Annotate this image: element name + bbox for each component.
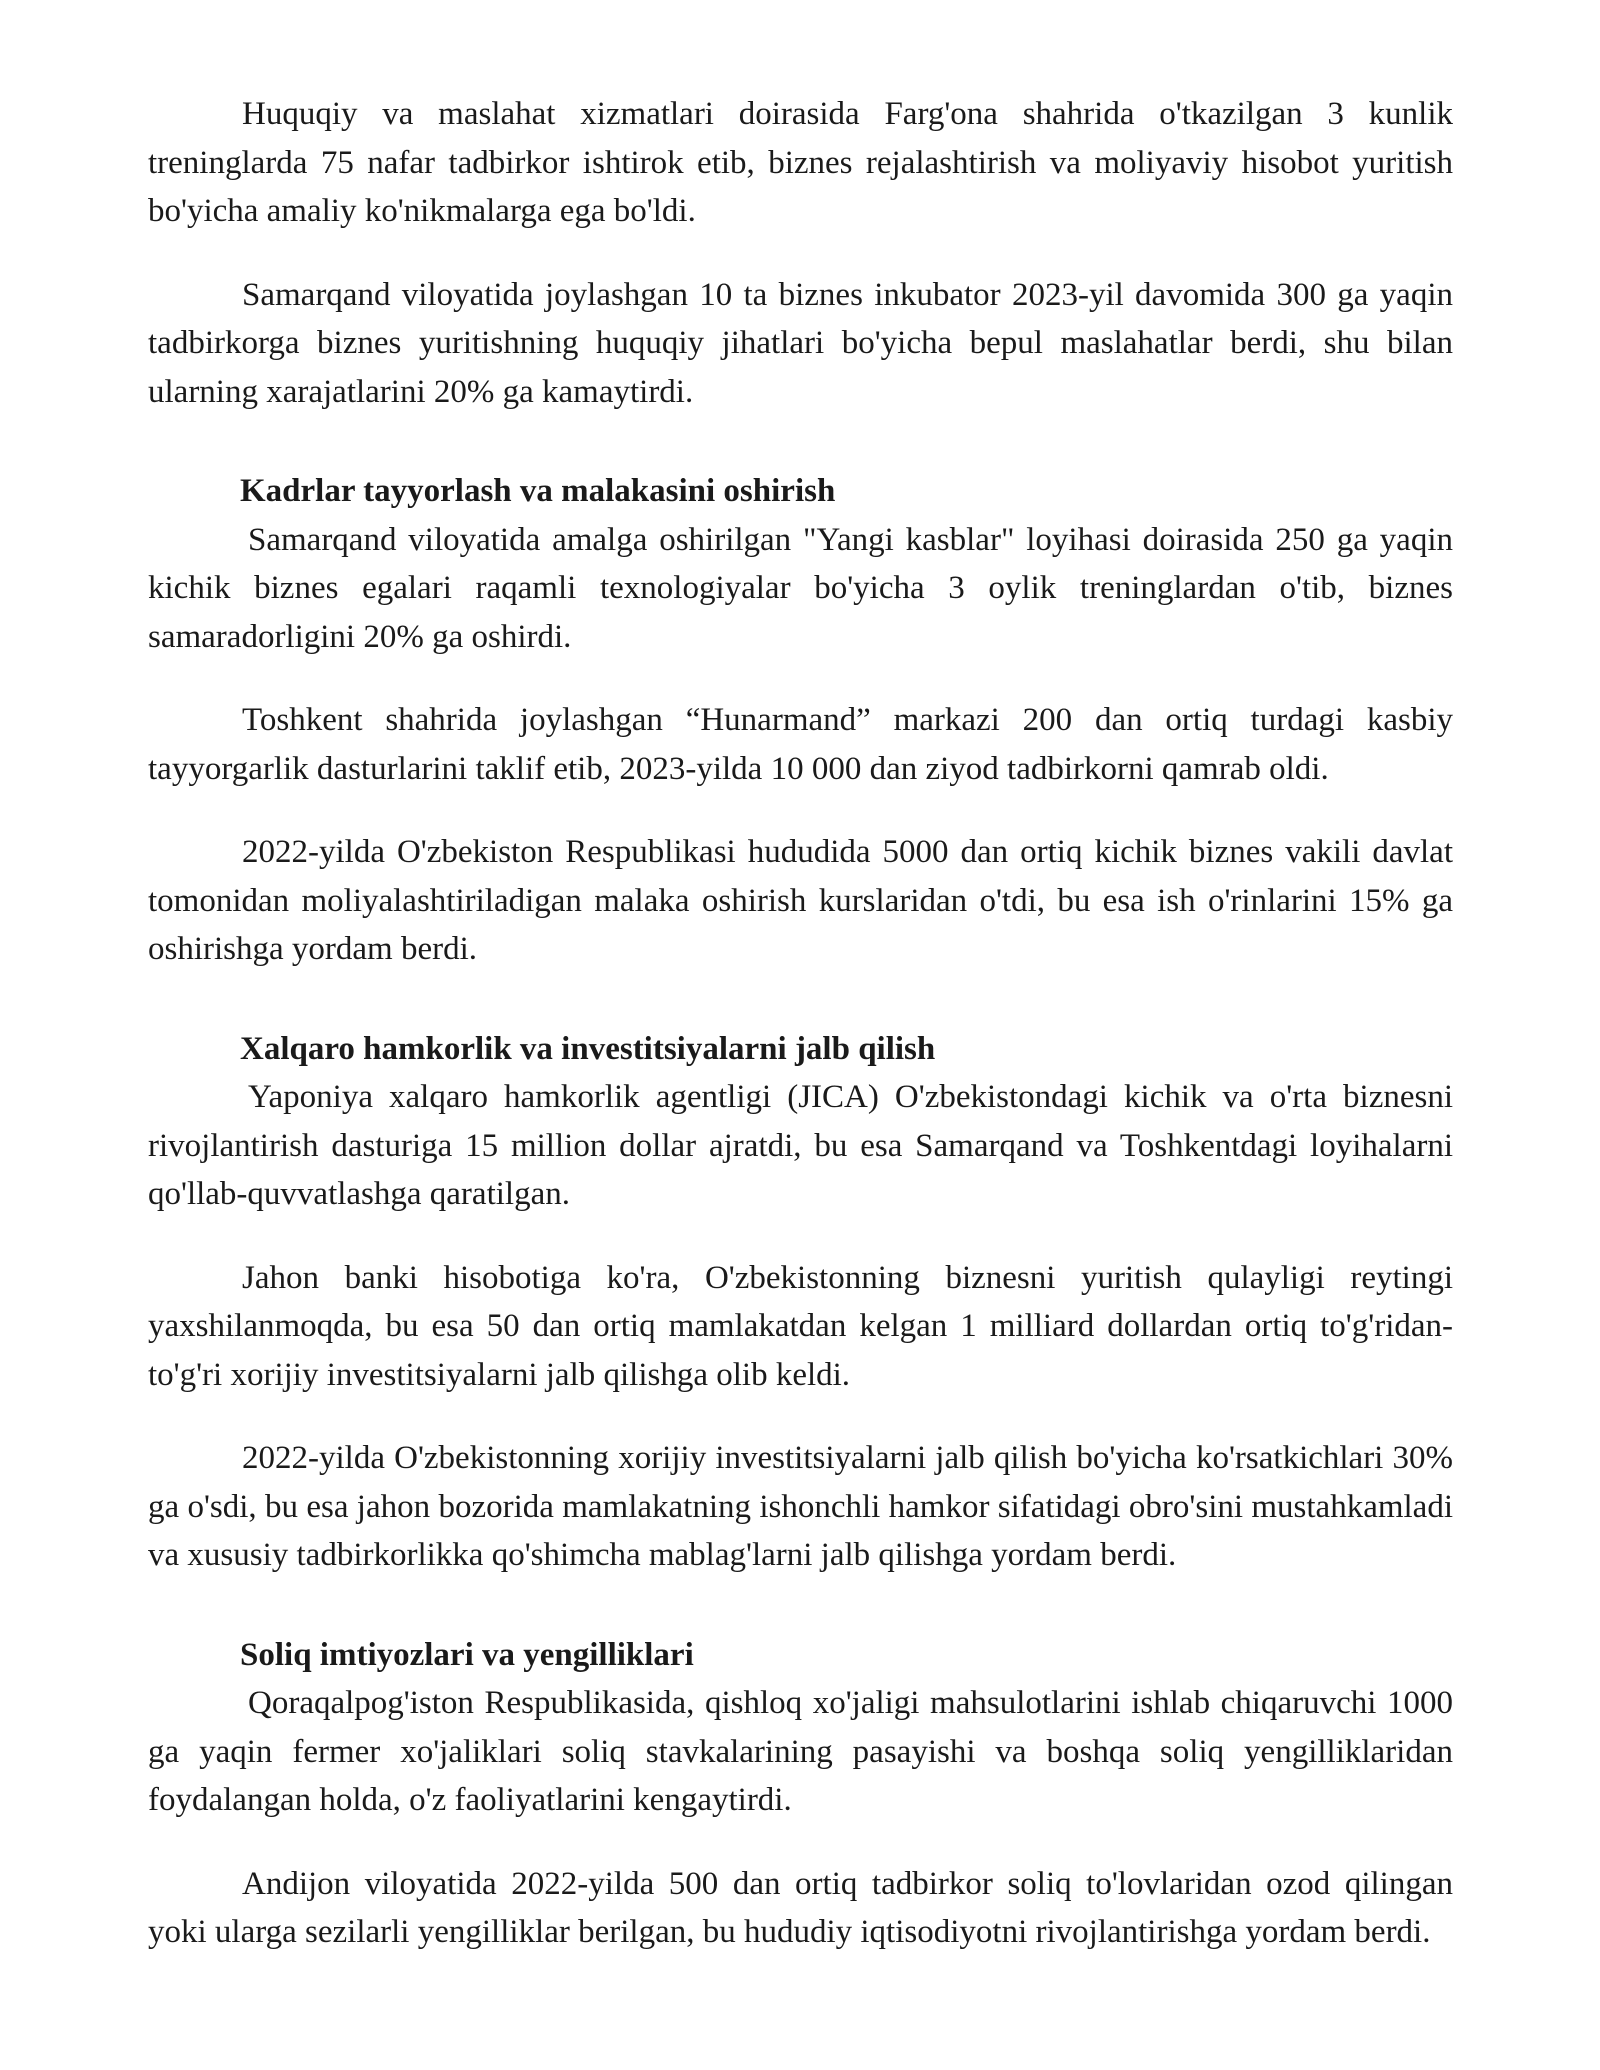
heading-international-cooperation: Xalqaro hamkorlik va investitsiyalarni jalb qilish xyxy=(240,1030,936,1067)
paragraph-foreign-investment: 2022-yilda O'zbekistonning xorijiy investitsiyalarni jalb qilish bo'yicha ko'rsatkichlari 30% ga o'sdi, bu esa jahon bozorida mamlakatning ishonchli hamkor sifatidagi obro'sini mustahkamladi va xususiy tadbirkorlikka qo'shimcha mablag'larni jalb qilishga yordam berdi. xyxy=(148,1440,1453,1573)
paragraph-new-professions: Samarqand viloyatida amalga oshirilgan "Yangi kasblar" loyihasi doirasida 250 ga yaqin kichik biznes egalari raqamli texnologiyalar bo'yicha 3 oylik treninglardan o'tib, biznes samaradorligini 20% ga oshirdi. xyxy=(148,521,1453,655)
section-gap xyxy=(148,1615,1453,1631)
section-gap xyxy=(148,1009,1453,1025)
paragraph-qualification-courses: 2022-yilda O'zbekiston Respublikasi hududida 5000 dan ortiq kichik biznes vakili davlat tomonidan moliyalashtiriladigan malaka oshirish kurslaridan o'tdi, bu esa ish o'rinlarini 15% ga oshirishga yordam berdi. xyxy=(148,834,1453,967)
paragraph-andijan-exemptions: Andijon viloyatida 2022-yilda 500 dan ortiq tadbirkor soliq to'lovlaridan ozod qilingan yoki ularga sezilarli yengilliklar berilgan, bu hududiy iqtisodiyotni rivojlantirishga yordam berdi. xyxy=(148,1865,1453,1950)
paragraph-world-bank: Jahon banki hisobotiga ko'ra, O'zbekistonning biznesni yuritish qulayligi reytingi yaxshilanmoqda, bu esa 50 dan ortiq mamlakatdan kelgan 1 milliard dollardan ortiq to'g'ridan-to'g'ri xorijiy investitsiyalarni jalb qilishga olib keldi. xyxy=(148,1259,1453,1393)
heading-staff-training: Kadrlar tayyorlash va malakasini oshirish xyxy=(240,473,836,509)
section-gap xyxy=(148,451,1453,467)
heading-tax-benefits: Soliq imtiyozlari va yengilliklari xyxy=(240,1636,694,1673)
paragraph-business-incubators: Samarqand viloyatida joylashgan 10 ta biznes inkubator 2023-yil davomida 300 ga yaqin tadbirkorga biznes yuritishning huquqiy jihatlari bo'yicha bepul maslahatlar berdi, shu bilan ularning xarajatlarini 20% ga kamaytirdi. xyxy=(148,276,1453,410)
paragraph-karakalpakstan-farms: Qoraqalpog'iston Respublikasida, qishloq xo'jaligi mahsulotlarini ishlab chiqaruvchi 1000 ga yaqin fermer xo'jaliklari soliq stavkalarining pasayishi va boshqa soliq yengilliklaridan foydalangan holda, o'z faoliyatlarini kengaytirdi. xyxy=(148,1685,1453,1818)
document-page xyxy=(148,90,1453,1992)
paragraph-hunarmand-center: Toshkent shahrida joylashgan “Hunarmand” markazi 200 dan ortiq turdagi kasbiy tayyorgarlik dasturlarini taklif etib, 2023-yilda 10 000 dan ziyod tadbirkorni qamrab oldi. xyxy=(148,702,1453,787)
paragraph-legal-trainings: Huquqiy va maslahat xizmatlari doirasida Farg'ona shahrida o'tkazilgan 3 kunlik treninglarda 75 nafar tadbirkor ishtirok etib, biznes rejalashtirish va moliyaviy hisobot yuritish bo'yicha amaliy ko'nikmalarga ega bo'ldi. xyxy=(148,96,1453,229)
paragraph-jica: Yaponiya xalqaro hamkorlik agentligi (JICA) O'zbekistondagi kichik va o'rta biznesni rivojlantirish dasturiga 15 million dollar ajratdi, bu esa Samarqand va Toshkentdagi loyihalarni qo'llab-quvvatlashga qaratilgan. xyxy=(148,1079,1453,1212)
